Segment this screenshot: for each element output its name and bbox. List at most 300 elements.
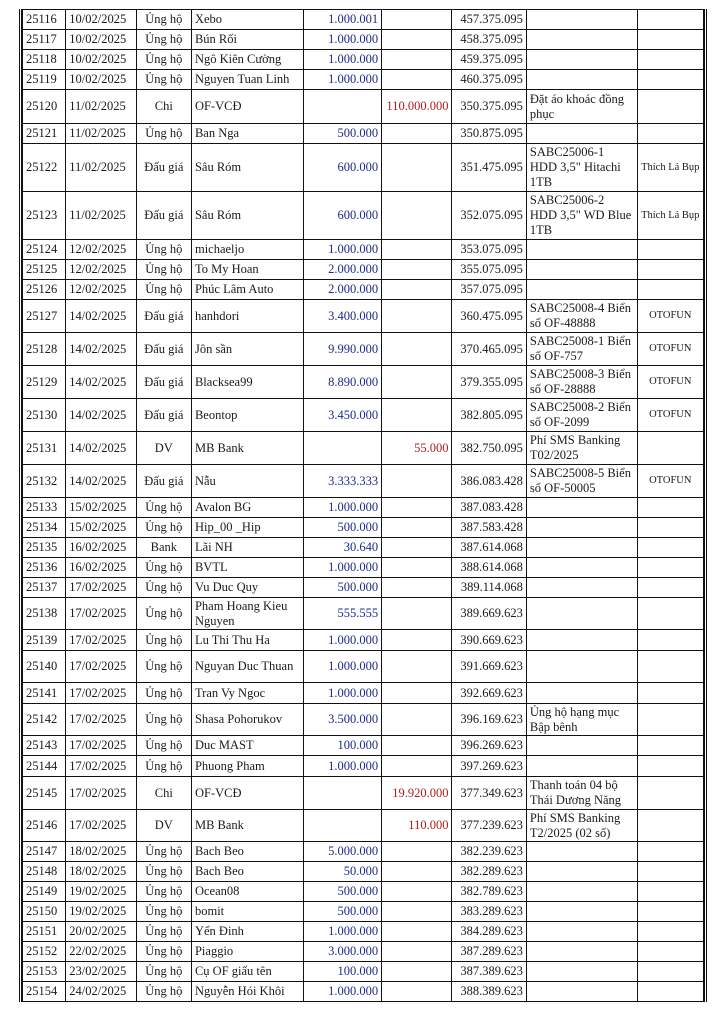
note-cell: [526, 982, 637, 1002]
donor-name-cell: Pham Hoang Kieu Nguyen: [191, 598, 303, 630]
expense-amount-cell: [382, 399, 452, 432]
tag-cell: [637, 432, 703, 465]
date-cell: 17/02/2025: [66, 810, 136, 842]
expense-amount-cell: [382, 630, 452, 651]
date-cell: 11/02/2025: [66, 144, 136, 192]
tag-cell: [637, 922, 703, 942]
expense-amount-cell: [382, 922, 452, 942]
expense-amount-cell: [382, 498, 452, 518]
table-row: [23, 630, 704, 651]
type-cell: Ủng hộ: [136, 922, 191, 942]
date-cell: 10/02/2025: [66, 70, 136, 90]
tag-cell: [637, 260, 703, 280]
income-amount-cell: 1.000.000: [303, 558, 381, 578]
type-cell: Ủng hộ: [136, 962, 191, 982]
donor-name-cell: Beontop: [191, 399, 303, 432]
balance-cell: 353.075.095: [452, 240, 526, 260]
tag-cell: [637, 756, 703, 777]
expense-amount-cell: [382, 736, 452, 756]
table-row: [23, 399, 704, 432]
note-cell: [526, 498, 637, 518]
tag-cell: [637, 942, 703, 962]
entry-id-cell: 25148: [23, 862, 66, 882]
balance-cell: 392.669.623: [452, 683, 526, 704]
type-cell: Ủng hộ: [136, 124, 191, 144]
income-amount-cell: [303, 90, 381, 124]
type-cell: Ủng hộ: [136, 30, 191, 50]
table-row: [23, 922, 704, 942]
tag-cell: OTOFUN: [637, 465, 703, 498]
note-cell: SABC25006-1 HDD 3,5" Hitachi 1TB: [526, 144, 637, 192]
expense-amount-cell: [382, 30, 452, 50]
income-amount-cell: 600.000: [303, 192, 381, 240]
donor-name-cell: Ocean08: [191, 882, 303, 902]
date-cell: 20/02/2025: [66, 922, 136, 942]
note-cell: Phí SMS Banking T02/2025: [526, 432, 637, 465]
donor-name-cell: To My Hoan: [191, 260, 303, 280]
note-cell: [526, 736, 637, 756]
date-cell: 10/02/2025: [66, 50, 136, 70]
income-amount-cell: 500.000: [303, 124, 381, 144]
donor-name-cell: Hip_00 _Hip: [191, 518, 303, 538]
note-cell: [526, 942, 637, 962]
entry-id-cell: 25124: [23, 240, 66, 260]
expense-amount-cell: [382, 704, 452, 736]
type-cell: Đấu giá: [136, 465, 191, 498]
type-cell: Ủng hộ: [136, 842, 191, 862]
expense-amount-cell: [382, 260, 452, 280]
note-cell: [526, 558, 637, 578]
tag-cell: [637, 862, 703, 882]
table-row: [23, 651, 704, 683]
tag-cell: [637, 240, 703, 260]
balance-cell: 384.289.623: [452, 922, 526, 942]
donor-name-cell: MB Bank: [191, 810, 303, 842]
entry-id-cell: 25131: [23, 432, 66, 465]
entry-id-cell: 25119: [23, 70, 66, 90]
table-row: [23, 10, 704, 30]
donor-name-cell: Sâu Róm: [191, 144, 303, 192]
donor-name-cell: BVTL: [191, 558, 303, 578]
note-cell: [526, 280, 637, 300]
entry-id-cell: 25120: [23, 90, 66, 124]
date-cell: 10/02/2025: [66, 10, 136, 30]
date-cell: 19/02/2025: [66, 882, 136, 902]
entry-id-cell: 25147: [23, 842, 66, 862]
note-cell: [526, 862, 637, 882]
balance-cell: 396.169.623: [452, 704, 526, 736]
date-cell: 15/02/2025: [66, 518, 136, 538]
expense-amount-cell: 55.000: [382, 432, 452, 465]
expense-amount-cell: 110.000: [382, 810, 452, 842]
balance-cell: 387.614.068: [452, 538, 526, 558]
type-cell: Ủng hộ: [136, 498, 191, 518]
table-row: [23, 50, 704, 70]
income-amount-cell: 3.000.000: [303, 942, 381, 962]
expense-amount-cell: [382, 70, 452, 90]
date-cell: 17/02/2025: [66, 756, 136, 777]
type-cell: Ủng hộ: [136, 882, 191, 902]
balance-cell: 387.389.623: [452, 962, 526, 982]
donor-name-cell: Phuong Pham: [191, 756, 303, 777]
income-amount-cell: 3.500.000: [303, 704, 381, 736]
type-cell: Ủng hộ: [136, 683, 191, 704]
entry-id-cell: 25151: [23, 922, 66, 942]
expense-amount-cell: [382, 465, 452, 498]
income-amount-cell: [303, 810, 381, 842]
type-cell: Đấu giá: [136, 192, 191, 240]
income-amount-cell: 1.000.000: [303, 70, 381, 90]
income-amount-cell: [303, 432, 381, 465]
income-amount-cell: 3.400.000: [303, 300, 381, 333]
table-row: [23, 962, 704, 982]
donor-name-cell: OF-VCĐ: [191, 90, 303, 124]
entry-id-cell: 25134: [23, 518, 66, 538]
entry-id-cell: 25139: [23, 630, 66, 651]
type-cell: Chi: [136, 777, 191, 810]
tag-cell: [637, 50, 703, 70]
date-cell: 22/02/2025: [66, 942, 136, 962]
balance-cell: 382.789.623: [452, 882, 526, 902]
note-cell: SABC25008-5 Biển số OF-50005: [526, 465, 637, 498]
expense-amount-cell: [382, 683, 452, 704]
income-amount-cell: 1.000.000: [303, 683, 381, 704]
table-row: [23, 736, 704, 756]
note-cell: SABC25008-2 Biển số OF-2099: [526, 399, 637, 432]
type-cell: Ủng hộ: [136, 630, 191, 651]
entry-id-cell: 25123: [23, 192, 66, 240]
donor-name-cell: Xebo: [191, 10, 303, 30]
table-row: [23, 30, 704, 50]
tag-cell: [637, 982, 703, 1002]
balance-cell: 357.075.095: [452, 280, 526, 300]
balance-cell: 377.239.623: [452, 810, 526, 842]
balance-cell: 352.075.095: [452, 192, 526, 240]
expense-amount-cell: 110.000.000: [382, 90, 452, 124]
income-amount-cell: 1.000.001: [303, 10, 381, 30]
balance-cell: 355.075.095: [452, 260, 526, 280]
entry-id-cell: 25136: [23, 558, 66, 578]
tag-cell: Thích Lả Bụp: [637, 192, 703, 240]
type-cell: Đấu giá: [136, 144, 191, 192]
tag-cell: [637, 518, 703, 538]
income-amount-cell: 555.555: [303, 598, 381, 630]
table-row: [23, 704, 704, 736]
income-amount-cell: 500.000: [303, 518, 381, 538]
donor-name-cell: Tran Vy Ngoc: [191, 683, 303, 704]
income-amount-cell: 2.000.000: [303, 280, 381, 300]
tag-cell: [637, 842, 703, 862]
donor-name-cell: hanhdori: [191, 300, 303, 333]
entry-id-cell: 25132: [23, 465, 66, 498]
type-cell: Ủng hộ: [136, 862, 191, 882]
donor-name-cell: Nguyễn Hói Khôi: [191, 982, 303, 1002]
donor-name-cell: Bach Beo: [191, 842, 303, 862]
entry-id-cell: 25116: [23, 10, 66, 30]
table-row: [23, 862, 704, 882]
donor-name-cell: Cụ OF giấu tên: [191, 962, 303, 982]
income-amount-cell: 1.000.000: [303, 30, 381, 50]
expense-amount-cell: [382, 538, 452, 558]
tag-cell: [637, 498, 703, 518]
table-row: [23, 842, 704, 862]
income-amount-cell: 1.000.000: [303, 651, 381, 683]
date-cell: 17/02/2025: [66, 598, 136, 630]
tag-cell: [637, 810, 703, 842]
entry-id-cell: 25150: [23, 902, 66, 922]
donor-name-cell: Ngô Kiên Cường: [191, 50, 303, 70]
type-cell: Ủng hộ: [136, 518, 191, 538]
note-cell: [526, 70, 637, 90]
ledger-table: [22, 9, 704, 1002]
income-amount-cell: 1.000.000: [303, 922, 381, 942]
expense-amount-cell: [382, 962, 452, 982]
note-cell: SABC25008-4 Biển số OF-48888: [526, 300, 637, 333]
expense-amount-cell: [382, 902, 452, 922]
ledger-sheet: [19, 9, 707, 1002]
balance-cell: 396.269.623: [452, 736, 526, 756]
balance-cell: 382.805.095: [452, 399, 526, 432]
table-row: [23, 558, 704, 578]
table-row: [23, 942, 704, 962]
balance-cell: 387.289.623: [452, 942, 526, 962]
balance-cell: 458.375.095: [452, 30, 526, 50]
entry-id-cell: 25153: [23, 962, 66, 982]
balance-cell: 460.375.095: [452, 70, 526, 90]
tag-cell: Thích Lả Bụp: [637, 144, 703, 192]
date-cell: 17/02/2025: [66, 578, 136, 598]
income-amount-cell: 1.000.000: [303, 498, 381, 518]
tag-cell: [637, 736, 703, 756]
entry-id-cell: 25127: [23, 300, 66, 333]
income-amount-cell: 2.000.000: [303, 260, 381, 280]
date-cell: 14/02/2025: [66, 399, 136, 432]
expense-amount-cell: 19.920.000: [382, 777, 452, 810]
donor-name-cell: Yến Đinh: [191, 922, 303, 942]
note-cell: Đặt áo khoác đồng phục: [526, 90, 637, 124]
balance-cell: 379.355.095: [452, 366, 526, 399]
entry-id-cell: 25144: [23, 756, 66, 777]
donor-name-cell: Nguyan Duc Thuan: [191, 651, 303, 683]
table-row: [23, 90, 704, 124]
entry-id-cell: 25135: [23, 538, 66, 558]
type-cell: Ủng hộ: [136, 756, 191, 777]
date-cell: 16/02/2025: [66, 538, 136, 558]
donor-name-cell: OF-VCĐ: [191, 777, 303, 810]
tag-cell: [637, 902, 703, 922]
table-row: [23, 598, 704, 630]
donor-name-cell: Duc MAST: [191, 736, 303, 756]
income-amount-cell: 5.000.000: [303, 842, 381, 862]
note-cell: [526, 30, 637, 50]
date-cell: 16/02/2025: [66, 558, 136, 578]
tag-cell: [637, 683, 703, 704]
entry-id-cell: 25154: [23, 982, 66, 1002]
income-amount-cell: 1.000.000: [303, 756, 381, 777]
balance-cell: 351.475.095: [452, 144, 526, 192]
tag-cell: [637, 10, 703, 30]
date-cell: 11/02/2025: [66, 90, 136, 124]
note-cell: [526, 882, 637, 902]
expense-amount-cell: [382, 518, 452, 538]
note-cell: [526, 10, 637, 30]
note-cell: [526, 922, 637, 942]
donor-name-cell: Piaggio: [191, 942, 303, 962]
table-row: [23, 240, 704, 260]
balance-cell: 387.083.428: [452, 498, 526, 518]
table-row: [23, 683, 704, 704]
date-cell: 24/02/2025: [66, 982, 136, 1002]
note-cell: [526, 538, 637, 558]
income-amount-cell: 30.640: [303, 538, 381, 558]
type-cell: Ủng hộ: [136, 651, 191, 683]
expense-amount-cell: [382, 842, 452, 862]
tag-cell: [637, 962, 703, 982]
income-amount-cell: 100.000: [303, 962, 381, 982]
note-cell: Thanh toán 04 bộ Thái Dương Năng: [526, 777, 637, 810]
income-amount-cell: 600.000: [303, 144, 381, 192]
date-cell: 14/02/2025: [66, 333, 136, 366]
tag-cell: OTOFUN: [637, 366, 703, 399]
donor-name-cell: Shasa Pohorukov: [191, 704, 303, 736]
entry-id-cell: 25152: [23, 942, 66, 962]
type-cell: Đấu giá: [136, 399, 191, 432]
balance-cell: 387.583.428: [452, 518, 526, 538]
type-cell: DV: [136, 810, 191, 842]
entry-id-cell: 25117: [23, 30, 66, 50]
entry-id-cell: 25142: [23, 704, 66, 736]
tag-cell: [637, 538, 703, 558]
donor-name-cell: Nẫu: [191, 465, 303, 498]
entry-id-cell: 25141: [23, 683, 66, 704]
note-cell: [526, 260, 637, 280]
tag-cell: [637, 124, 703, 144]
expense-amount-cell: [382, 50, 452, 70]
balance-cell: 388.389.623: [452, 982, 526, 1002]
income-amount-cell: 3.450.000: [303, 399, 381, 432]
balance-cell: 382.239.623: [452, 842, 526, 862]
expense-amount-cell: [382, 366, 452, 399]
donor-name-cell: Blacksea99: [191, 366, 303, 399]
type-cell: Ủng hộ: [136, 736, 191, 756]
date-cell: 17/02/2025: [66, 736, 136, 756]
table-row: [23, 70, 704, 90]
table-row: [23, 518, 704, 538]
entry-id-cell: 25133: [23, 498, 66, 518]
entry-id-cell: 25137: [23, 578, 66, 598]
income-amount-cell: [303, 777, 381, 810]
balance-cell: 388.614.068: [452, 558, 526, 578]
donor-name-cell: Sâu Róm: [191, 192, 303, 240]
donor-name-cell: bomit: [191, 902, 303, 922]
balance-cell: 377.349.623: [452, 777, 526, 810]
balance-cell: 350.875.095: [452, 124, 526, 144]
entry-id-cell: 25122: [23, 144, 66, 192]
date-cell: 14/02/2025: [66, 366, 136, 399]
note-cell: SABC25008-1 Biển số OF-757: [526, 333, 637, 366]
tag-cell: [637, 651, 703, 683]
donor-name-cell: Bach Beo: [191, 862, 303, 882]
donor-name-cell: Lu Thi Thu Ha: [191, 630, 303, 651]
income-amount-cell: 3.333.333: [303, 465, 381, 498]
date-cell: 17/02/2025: [66, 777, 136, 810]
table-row: [23, 124, 704, 144]
tag-cell: [637, 30, 703, 50]
entry-id-cell: 25145: [23, 777, 66, 810]
expense-amount-cell: [382, 280, 452, 300]
table-row: [23, 192, 704, 240]
type-cell: Ủng hộ: [136, 558, 191, 578]
date-cell: 18/02/2025: [66, 842, 136, 862]
income-amount-cell: 1.000.000: [303, 630, 381, 651]
expense-amount-cell: [382, 300, 452, 333]
date-cell: 18/02/2025: [66, 862, 136, 882]
type-cell: Ủng hộ: [136, 70, 191, 90]
expense-amount-cell: [382, 982, 452, 1002]
balance-cell: 389.669.623: [452, 598, 526, 630]
expense-amount-cell: [382, 144, 452, 192]
income-amount-cell: 500.000: [303, 902, 381, 922]
date-cell: 11/02/2025: [66, 124, 136, 144]
tag-cell: [637, 70, 703, 90]
date-cell: 12/02/2025: [66, 240, 136, 260]
balance-cell: 360.475.095: [452, 300, 526, 333]
entry-id-cell: 25118: [23, 50, 66, 70]
note-cell: Phí SMS Banking T2/2025 (02 số): [526, 810, 637, 842]
note-cell: [526, 578, 637, 598]
table-row: [23, 578, 704, 598]
income-amount-cell: 9.990.000: [303, 333, 381, 366]
type-cell: Ủng hộ: [136, 240, 191, 260]
income-amount-cell: 1.000.000: [303, 982, 381, 1002]
note-cell: SABC25006-2 HDD 3,5" WD Blue 1TB: [526, 192, 637, 240]
date-cell: 23/02/2025: [66, 962, 136, 982]
entry-id-cell: 25140: [23, 651, 66, 683]
type-cell: Ủng hộ: [136, 260, 191, 280]
entry-id-cell: 25138: [23, 598, 66, 630]
note-cell: [526, 50, 637, 70]
tag-cell: [637, 578, 703, 598]
note-cell: [526, 651, 637, 683]
expense-amount-cell: [382, 558, 452, 578]
note-cell: [526, 518, 637, 538]
balance-cell: 386.083.428: [452, 465, 526, 498]
ledger-body: [23, 10, 704, 1002]
expense-amount-cell: [382, 862, 452, 882]
type-cell: Ủng hộ: [136, 578, 191, 598]
income-amount-cell: 8.890.000: [303, 366, 381, 399]
expense-amount-cell: [382, 651, 452, 683]
balance-cell: 382.289.623: [452, 862, 526, 882]
tag-cell: [637, 558, 703, 578]
table-row: [23, 777, 704, 810]
tag-cell: [637, 777, 703, 810]
balance-cell: 397.269.623: [452, 756, 526, 777]
date-cell: 14/02/2025: [66, 300, 136, 333]
donor-name-cell: MB Bank: [191, 432, 303, 465]
date-cell: 10/02/2025: [66, 30, 136, 50]
entry-id-cell: 25128: [23, 333, 66, 366]
type-cell: Đấu giá: [136, 333, 191, 366]
note-cell: [526, 124, 637, 144]
type-cell: Đấu giá: [136, 300, 191, 333]
expense-amount-cell: [382, 333, 452, 366]
date-cell: 17/02/2025: [66, 683, 136, 704]
table-row: [23, 333, 704, 366]
note-cell: [526, 756, 637, 777]
tag-cell: OTOFUN: [637, 300, 703, 333]
type-cell: Chi: [136, 90, 191, 124]
